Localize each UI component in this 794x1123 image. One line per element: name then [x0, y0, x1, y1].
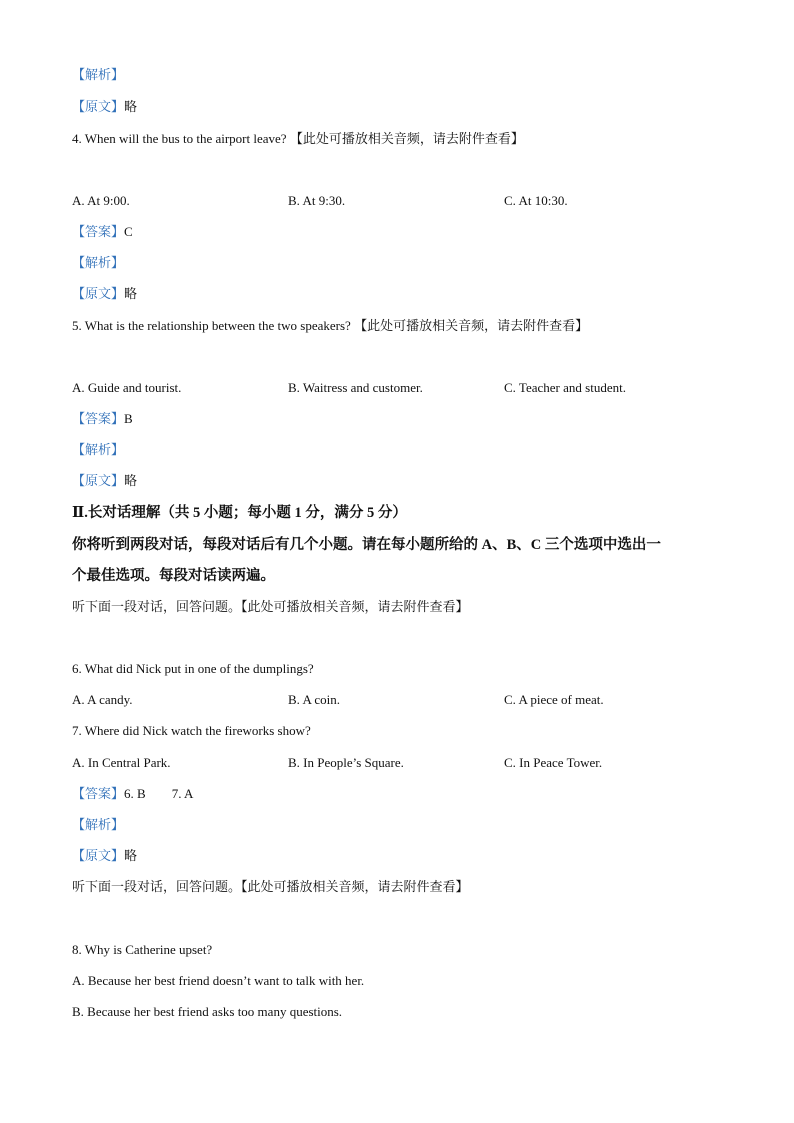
- question-6: 6. What did Nick put in one of the dumplings?: [72, 661, 314, 676]
- section-2-instruction-2: 个最佳选项。每段对话读两遍。: [72, 568, 275, 584]
- q4-answer: 【答案】C: [72, 224, 133, 239]
- q5-answer: 【答案】B: [72, 411, 133, 426]
- question-4: 4. When will the bus to the airport leave? 【此处可播放相关音频，请去附件查看】: [72, 131, 524, 146]
- audio-note[interactable]: 【此处可播放相关音频，请去附件查看】: [354, 318, 589, 333]
- q4-analysis: 【解析】: [72, 255, 125, 270]
- question-8: 8. Why is Catherine upset?: [72, 942, 213, 957]
- q8-option-a: A. Because her best friend doesn’t want to talk with her.: [72, 973, 365, 988]
- q6-option-a: A. A candy.: [72, 692, 133, 707]
- q5-option-a: A. Guide and tourist.: [72, 380, 182, 395]
- q6-option-b: B. A coin.: [288, 692, 341, 707]
- q4-original: 【原文】略: [72, 286, 138, 301]
- q7-option-b: B. In People’s Square.: [288, 755, 404, 770]
- original-6-7: 【原文】略: [72, 848, 138, 863]
- analysis-tag: 【解析】: [72, 67, 125, 82]
- q5-option-b: B. Waitress and customer.: [288, 380, 423, 395]
- original-text-row: 【原文】略: [72, 99, 138, 114]
- section-2-instruction-1: 你将听到两段对话，每段对话后有几个小题。请在每小题所给的 A、B、C 三个选项中选出一: [72, 537, 661, 553]
- q7-option-a: A. In Central Park.: [72, 755, 171, 770]
- section-2-title: Ⅱ.长对话理解（共 5 小题；每小题 1 分，满分 5 分）: [72, 505, 407, 521]
- audio-note[interactable]: 【此处可播放相关音频，请去附件查看】: [289, 131, 524, 146]
- analysis-6-7: 【解析】: [72, 817, 125, 832]
- q5-analysis: 【解析】: [72, 442, 125, 457]
- q4-option-c: C. At 10:30.: [504, 193, 568, 208]
- q7-option-c: C. In Peace Tower.: [504, 755, 603, 770]
- q8-option-b: B. Because her best friend asks too many questions.: [72, 1004, 343, 1019]
- q4-option-b: B. At 9:30.: [288, 193, 346, 208]
- question-7: 7. Where did Nick watch the fireworks show?: [72, 723, 311, 738]
- question-5: 5. What is the relationship between the two speakers? 【此处可播放相关音频，请去附件查看】: [72, 318, 589, 333]
- q5-option-c: C. Teacher and student.: [504, 380, 626, 395]
- q4-option-a: A. At 9:00.: [72, 193, 130, 208]
- q6-option-c: C. A piece of meat.: [504, 692, 604, 707]
- listen-prompt-2[interactable]: 听下面一段对话，回答问题。【此处可播放相关音频，请去附件查看】: [72, 879, 469, 894]
- listen-prompt-1[interactable]: 听下面一段对话，回答问题。【此处可播放相关音频，请去附件查看】: [72, 599, 469, 614]
- answers-6-7: 【答案】6. B 7. A: [72, 786, 194, 801]
- q5-original: 【原文】略: [72, 473, 138, 488]
